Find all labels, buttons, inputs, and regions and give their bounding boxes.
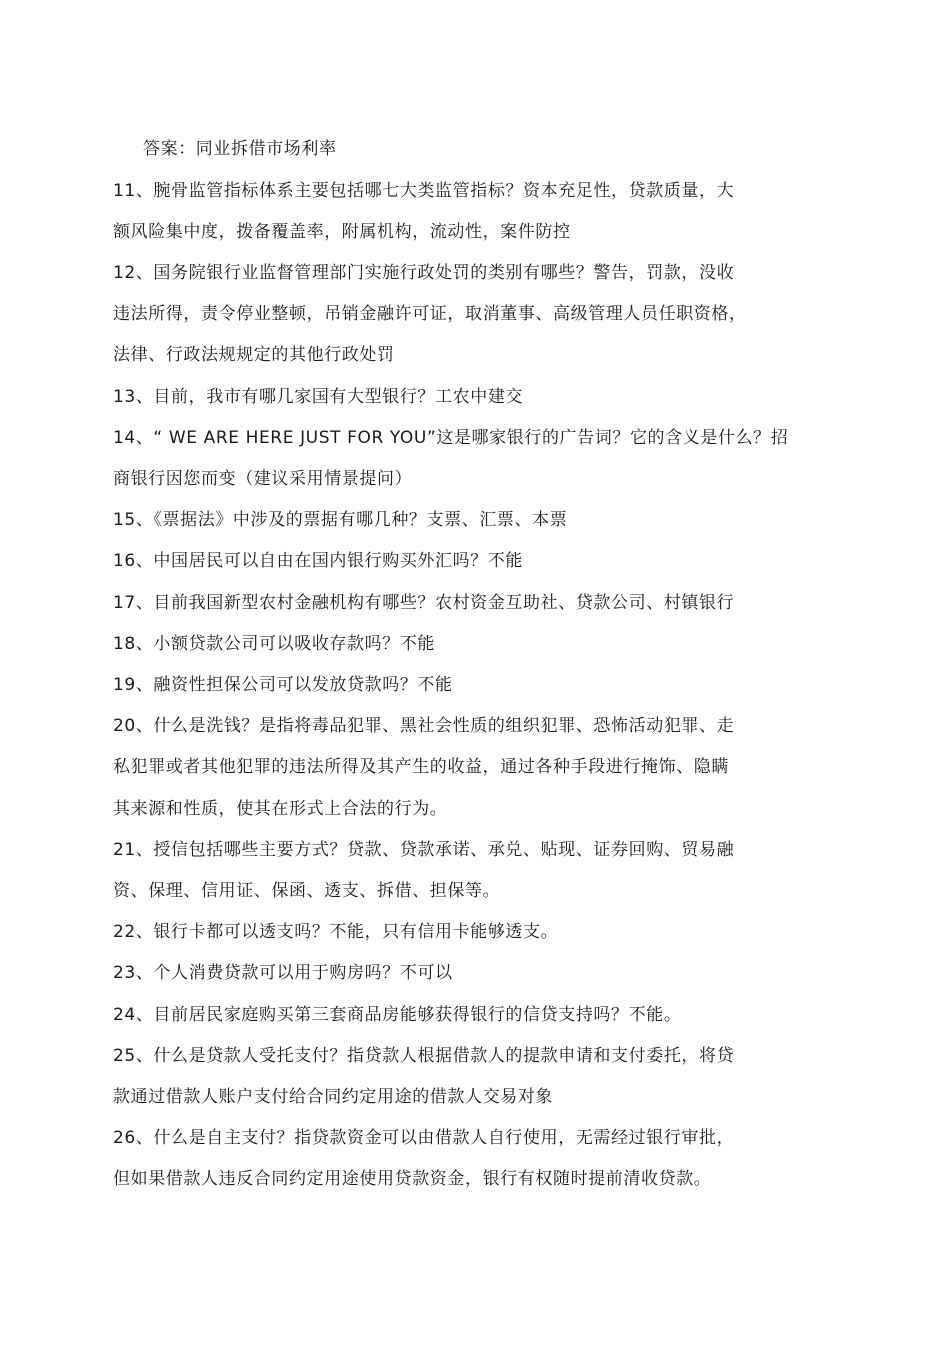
question-20-cont-2: 其来源和性质，使其在形式上合法的行为。: [113, 799, 448, 819]
question-25-cont: 款通过借款人账户支付给合同约定用途的借款人交易对象: [113, 1087, 553, 1107]
question-15: 15、《票据法》中涉及的票据有哪几种？支票、汇票、本票: [113, 510, 568, 530]
question-20-cont-1: 私犯罪或者其他犯罪的违法所得及其产生的收益，通过各种手段进行掩饰、隐瞒: [113, 757, 729, 777]
question-26-cont: 但如果借款人违反合同约定用途使用贷款资金，银行有权随时提前清收贷款。: [113, 1169, 712, 1189]
question-14: 14、“ WE ARE HERE JUST FOR YOU”这是哪家银行的广告词？它的含义是什么？招: [113, 428, 789, 448]
question-11: 11、腕骨监管指标体系主要包括哪七大类监管指标？资本充足性，贷款质量，大: [113, 181, 735, 201]
question-19: 19、融资性担保公司可以发放贷款吗？不能: [113, 675, 453, 695]
question-13: 13、目前，我市有哪几家国有大型银行？工农中建交: [113, 387, 524, 407]
question-23: 23、个人消费贷款可以用于购房吗？不可以: [113, 963, 453, 983]
question-26: 26、什么是自主支付？指贷款资金可以由借款人自行使用，无需经过银行审批，: [113, 1128, 735, 1148]
question-22: 22、银行卡都可以透支吗？不能，只有信用卡能够透支。: [113, 922, 559, 942]
question-16: 16、中国居民可以自由在国内银行购买外汇吗？不能: [113, 551, 524, 571]
question-17: 17、目前我国新型农村金融机构有哪些？农村资金互助社、贷款公司、村镇银行: [113, 593, 735, 613]
question-25: 25、什么是贷款人受托支付？指贷款人根据借款人的提款申请和支付委托，将贷: [113, 1046, 735, 1066]
question-14-cont: 商银行因您而变（建议采用情景提问）: [113, 469, 413, 489]
answer-line: 答案：同业拆借市场利率: [143, 139, 337, 159]
question-12-cont-1: 违法所得，责令停业整顿，吊销金融许可证，取消董事、高级管理人员任职资格，: [113, 304, 747, 324]
question-11-cont: 额风险集中度，拨备覆盖率，附属机构，流动性，案件防控: [113, 222, 571, 242]
question-24: 24、目前居民家庭购买第三套商品房能够获得银行的信贷支持吗？不能。: [113, 1005, 682, 1025]
question-21: 21、授信包括哪些主要方式？贷款、贷款承诺、承兑、贴现、证券回购、贸易融: [113, 840, 735, 860]
question-18: 18、小额贷款公司可以吸收存款吗？不能: [113, 634, 436, 654]
question-12: 12、国务院银行业监督管理部门实施行政处罚的类别有哪些？警告，罚款，没收: [113, 263, 735, 283]
question-21-cont: 资、保理、信用证、保函、透支、拆借、担保等。: [113, 881, 501, 901]
question-20: 20、什么是洗钱？是指将毒品犯罪、黑社会性质的组织犯罪、恐怖活动犯罪、走: [113, 716, 735, 736]
question-12-cont-2: 法律、行政法规规定的其他行政处罚: [113, 345, 395, 365]
